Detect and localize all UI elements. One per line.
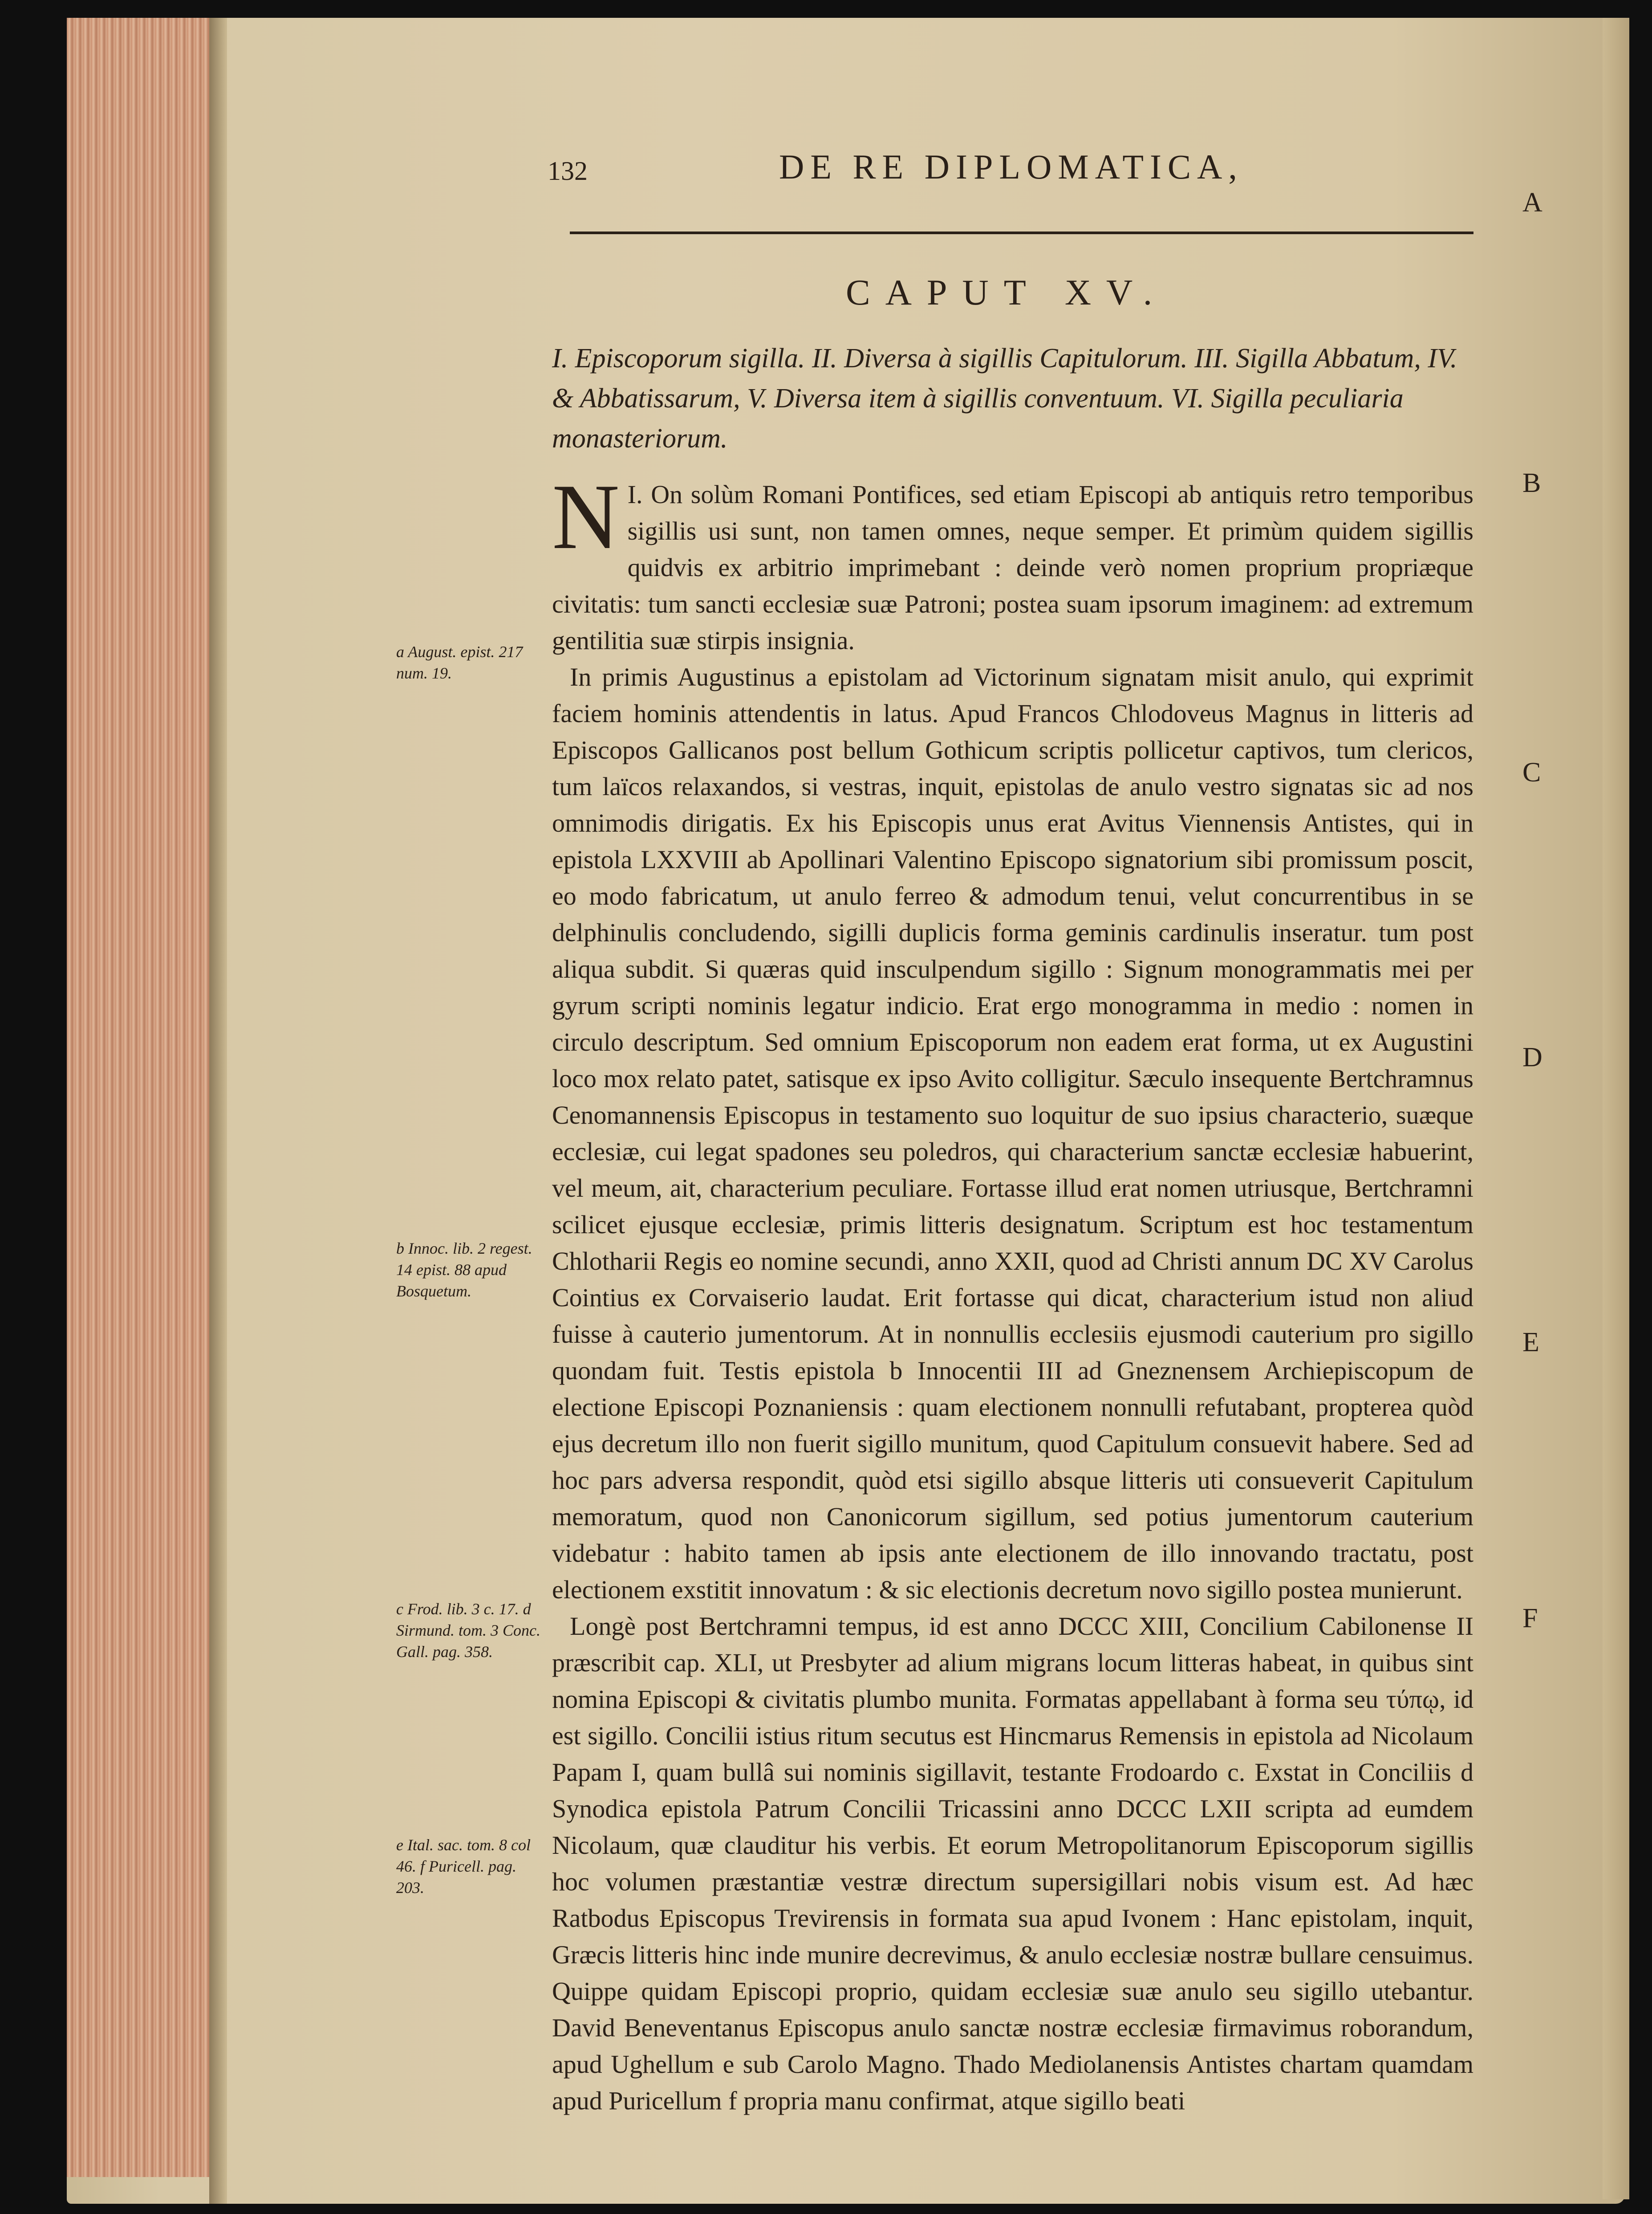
margin-letter-f: F bbox=[1522, 1603, 1538, 1633]
right-page-edge bbox=[1603, 18, 1629, 2199]
page-number: 132 bbox=[548, 156, 588, 186]
paragraph-3: Longè post Bertchramni tempus, id est anno DCCC XIII, Concilium Cabilonense II præscribit cap. XLI, ut Presbyter ad alium migrans locum litteras habeat, in quibus sint nomina Episcopi & civitatis plumbo munita. Formatas appellabant à forma seu τύπῳ, id est sigillo. Concilii istius ritum secutus est Hincmarus Remensis in epistola ad Nicolaum Papam I, quam bullâ sui nominis sigillavit, testante Frodoardo c. Exstat in Conciliis d Synodica epistola Patrum Concilii Tricassini anno DCCC LXII scripta ad eumdem Nicolaum, quæ clauditur his verbis. Et eorum Metropolitanorum Episcoporum sigillis hoc volumen præstantiæ vestræ directum supersigillari nobis visum est. Ad hæc Ratbodus Episcopus Trevirensis in formata sua apud Ivonem : Hanc epistolam, inquit, Græcis litteris hinc inde munire decrevimus, & anulo ecclesiæ nostræ bullare censuimus. Quippe quidam Episcopi proprio, quidam ecclesiæ suæ anulo seu sigillo utebantur. David Beneventanus Episcopus anulo sanctæ nostræ ecclesiæ firmavimus roborandum, apud Ughellum e sub Carolo Magno. Thado Mediolanensis Antistes chartam quamdam apud Puricellum f propria manu confirmat, atque sigillo beati bbox=[552, 1612, 1473, 2115]
paragraph-1 bbox=[552, 465, 1473, 659]
margin-letter-a: A bbox=[1522, 187, 1542, 218]
header-rule bbox=[570, 232, 1473, 234]
page-header bbox=[548, 142, 1473, 196]
drop-cap: N bbox=[552, 465, 620, 569]
margin-letter-b: B bbox=[1522, 468, 1541, 498]
footnote-a: a August. epist. 217 num. 19. bbox=[396, 643, 523, 682]
paragraph-2: In primis Augustinus a epistolam ad Victorinum signatam misit anulo, qui exprimit faciem hominis attendentis in latus. Apud Francos Chlodoveus Magnus in litteris ad Episcopos Gallicanos post bellum Gothicum scriptis pollicetur captivos, tum clericos, tum laïcos relaxandos, si vestras, inquit, epistolas de anulo vestro signatas sic ad nos omnimodis dirigatis. Ex his Episcopis unus erat Avitus Viennensis Antistes, qui in epistola LXXVIII ab Apollinari Valentino Episcopo signatorium sibi promissum poscit, eo modo fabricatum, ut anulo ferreo & admodum tenui, velut concurrentibus in se delphinulis concludendo, sigilli duplicis forma geminis cardinulis inseratur. tum post aliqua subdit. Si quæras quid insculpendum sigillo : Signum monogrammatis mei per gyrum scripti nominis legatur indicio. Erat ergo monogramma in medio : nomen in circulo descriptum. Sed omnium Episcoporum non eadem erat forma, ut ex Augustini loco mox relato patet, satisque ex ipso Avito colligitur. Sæculo insequente Bertchramnus Cenomannensis Episcopus in testamento suo loquitur de suo ipsius characterio, suæque ecclesiæ, cui legat spadones seu poledros, qui characterium sanctæ ecclesiæ habuerint, vel meum, ait, characterium peculiare. Fortasse illud erat nomen utriusque, Bertchramni scilicet ejusque ecclesiæ, primis litteris designatum. Scriptum est hoc testamentum Chlotharii Regis eo nomine secundi, anno XXII, quod ad Christi annum DC XV Carolus Cointius ex Corvaiserio laudat. Erit fortasse qui dicat, characterium istud non aliud fuisse à cauterio jumentorum. At in nonnullis ecclesiis ejusmodi cauterium pro sigillo quondam fuit. Testis epistola b Innocentii III ad Gneznensem Archiepiscopum de electione Episcopi Poznaniensis : quam electionem nonnulli refutabant, propterea quòd ejus decretum illo non fuerit sigillo munitum, quod Capitulum consuevit habere. Sed ad hoc pars adversa respondit, quòd etsi sigillo absque litteris uti consueverit Capitulum memoratum, quod non Canonicorum sigillum, sed potius jumentorum cauterium videbatur : habito tamen ab ipsis ante electionem de illo innovando tractatu, post electionem exstitit innovatum : & sic electionis decretum novo sigillo postea munierunt. bbox=[552, 662, 1473, 1604]
running-title: DE RE DIPLOMATICA, bbox=[779, 147, 1243, 186]
footnote-e-f: e Ital. sac. tom. 8 col 46. f Puricell. pag. 203. bbox=[396, 1836, 531, 1897]
paragraph-1-text: On solùm Romani Pontifices, sed etiam Episcopi ab antiquis retro temporibus sigillis usi sunt, non tamen omnes, neque semper. Et primùm quidem sigillis quidvis ex arbitrio imprimebant : deinde verò nomen proprium propriæque civitatis: tum sancti ecclesiæ suæ Patroni; postea suam ipsorum imaginem: ad extremum gentilitia suæ stirpis insignia. bbox=[552, 480, 1473, 655]
footnote-c-d: c Frod. lib. 3 c. 17. d Sirmund. tom. 3 Conc. Gall. pag. 358. bbox=[396, 1600, 540, 1661]
page-edges bbox=[67, 18, 214, 2177]
margin-letter-c: C bbox=[1522, 757, 1541, 788]
chapter-title: CAPUT XV. bbox=[846, 272, 1168, 313]
chapter-summary-text: I. Episcoporum sigilla. II. Diversa à sigillis Capitulorum. III. Sigilla Abbatum, IV. & Abbatissarum, V. Diversa item à sigillis conventuum. VI. Sigilla peculiaria monasteriorum. bbox=[552, 343, 1457, 454]
main-text bbox=[552, 465, 1473, 2119]
paragraph-number: I. bbox=[627, 480, 643, 509]
margin-letter-e: E bbox=[1522, 1327, 1539, 1357]
margin-letter-d: D bbox=[1522, 1042, 1542, 1072]
gutter-shadow bbox=[209, 18, 227, 2204]
chapter-summary bbox=[552, 338, 1473, 459]
footnote-b: b Innoc. lib. 2 regest. 14 epist. 88 apud Bosquetum. bbox=[396, 1239, 532, 1300]
